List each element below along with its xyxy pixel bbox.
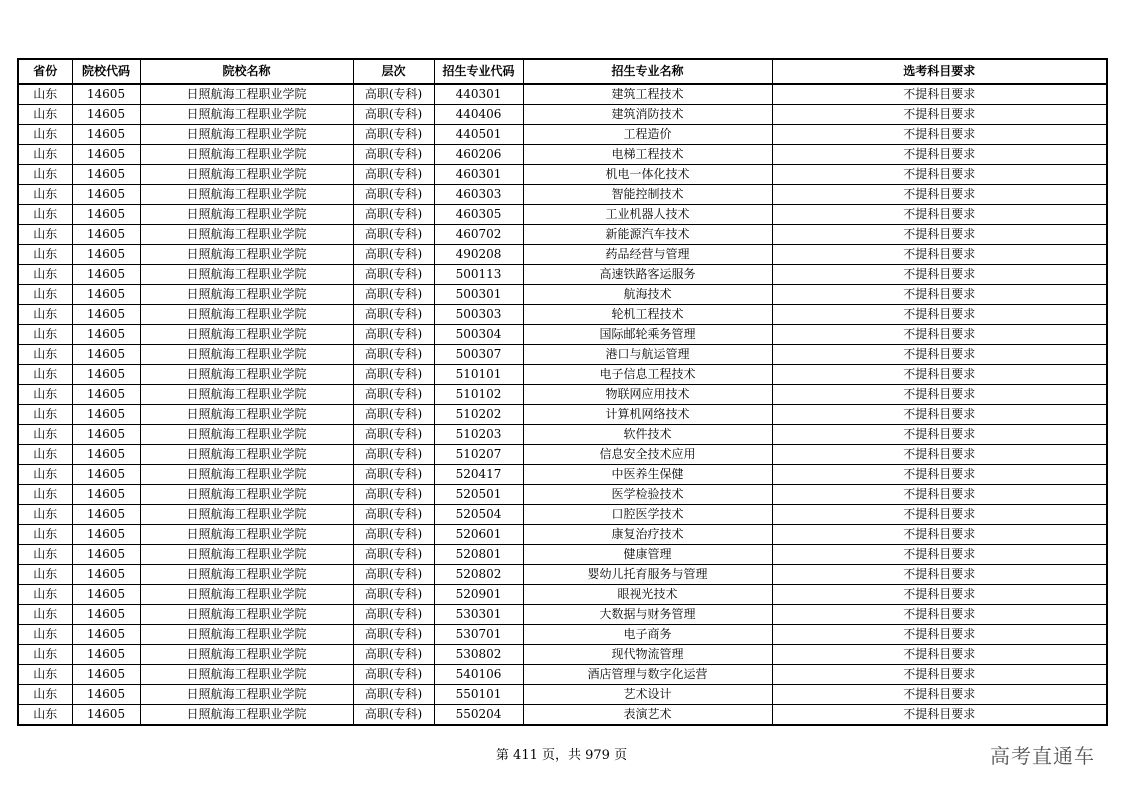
cell-major-name: 机电一体化技术 [523, 165, 772, 185]
cell-province: 山东 [18, 645, 72, 665]
cell-major-name: 计算机网络技术 [523, 405, 772, 425]
cell-major-name: 现代物流管理 [523, 645, 772, 665]
cell-major-code: 520504 [434, 505, 523, 525]
cell-major-code: 510207 [434, 445, 523, 465]
table-row [18, 185, 1107, 205]
cell-school-code: 14605 [72, 525, 140, 545]
cell-major-code: 440406 [434, 105, 523, 125]
table-row [18, 84, 1107, 105]
cell-major-name: 国际邮轮乘务管理 [523, 325, 772, 345]
cell-school-name: 日照航海工程职业学院 [140, 325, 353, 345]
table-row [18, 445, 1107, 465]
header-province: 省份 [18, 59, 72, 84]
cell-level: 高职(专科) [353, 585, 434, 605]
cell-major-code: 530701 [434, 625, 523, 645]
cell-subject-requirement: 不提科目要求 [772, 265, 1107, 285]
table-row [18, 525, 1107, 545]
cell-major-code: 520802 [434, 565, 523, 585]
cell-major-code: 550101 [434, 685, 523, 705]
cell-major-name: 艺术设计 [523, 685, 772, 705]
cell-major-name: 康复治疗技术 [523, 525, 772, 545]
cell-subject-requirement: 不提科目要求 [772, 345, 1107, 365]
table-row [18, 505, 1107, 525]
cell-school-code: 14605 [72, 605, 140, 625]
cell-level: 高职(专科) [353, 345, 434, 365]
cell-school-code: 14605 [72, 345, 140, 365]
cell-major-name: 智能控制技术 [523, 185, 772, 205]
cell-province: 山东 [18, 285, 72, 305]
cell-province: 山东 [18, 84, 72, 105]
cell-school-name: 日照航海工程职业学院 [140, 425, 353, 445]
cell-major-code: 500301 [434, 285, 523, 305]
cell-school-code: 14605 [72, 625, 140, 645]
cell-major-code: 550204 [434, 705, 523, 726]
table-row [18, 305, 1107, 325]
page-number: 第 411 页，共 979 页 [495, 748, 628, 763]
cell-school-name: 日照航海工程职业学院 [140, 625, 353, 645]
table-row [18, 385, 1107, 405]
cell-major-name: 航海技术 [523, 285, 772, 305]
cell-level: 高职(专科) [353, 125, 434, 145]
cell-subject-requirement: 不提科目要求 [772, 645, 1107, 665]
cell-major-code: 510102 [434, 385, 523, 405]
cell-subject-requirement: 不提科目要求 [772, 565, 1107, 585]
cell-subject-requirement: 不提科目要求 [772, 625, 1107, 645]
cell-major-name: 表演艺术 [523, 705, 772, 726]
cell-major-code: 460305 [434, 205, 523, 225]
cell-level: 高职(专科) [353, 325, 434, 345]
cell-school-name: 日照航海工程职业学院 [140, 405, 353, 425]
cell-school-name: 日照航海工程职业学院 [140, 445, 353, 465]
table-header-row [18, 59, 1107, 84]
table-row [18, 285, 1107, 305]
cell-subject-requirement: 不提科目要求 [772, 145, 1107, 165]
cell-level: 高职(专科) [353, 625, 434, 645]
cell-major-name: 新能源汽车技术 [523, 225, 772, 245]
cell-province: 山东 [18, 385, 72, 405]
cell-subject-requirement: 不提科目要求 [772, 425, 1107, 445]
cell-school-name: 日照航海工程职业学院 [140, 645, 353, 665]
cell-level: 高职(专科) [353, 405, 434, 425]
cell-school-code: 14605 [72, 84, 140, 105]
cell-major-code: 520417 [434, 465, 523, 485]
cell-major-name: 高速铁路客运服务 [523, 265, 772, 285]
cell-subject-requirement: 不提科目要求 [772, 225, 1107, 245]
table-row [18, 425, 1107, 445]
table-row [18, 405, 1107, 425]
cell-major-code: 460206 [434, 145, 523, 165]
cell-school-name: 日照航海工程职业学院 [140, 165, 353, 185]
cell-level: 高职(专科) [353, 445, 434, 465]
cell-province: 山东 [18, 505, 72, 525]
table-row [18, 585, 1107, 605]
cell-province: 山东 [18, 525, 72, 545]
cell-subject-requirement: 不提科目要求 [772, 525, 1107, 545]
cell-level: 高职(专科) [353, 245, 434, 265]
cell-major-name: 口腔医学技术 [523, 505, 772, 525]
cell-level: 高职(专科) [353, 84, 434, 105]
cell-province: 山东 [18, 225, 72, 245]
cell-province: 山东 [18, 325, 72, 345]
cell-level: 高职(专科) [353, 165, 434, 185]
cell-school-code: 14605 [72, 305, 140, 325]
cell-major-code: 520601 [434, 525, 523, 545]
cell-school-name: 日照航海工程职业学院 [140, 105, 353, 125]
cell-school-code: 14605 [72, 265, 140, 285]
cell-major-code: 510101 [434, 365, 523, 385]
cell-major-code: 520901 [434, 585, 523, 605]
cell-school-name: 日照航海工程职业学院 [140, 545, 353, 565]
cell-province: 山东 [18, 165, 72, 185]
table-row [18, 565, 1107, 585]
cell-subject-requirement: 不提科目要求 [772, 665, 1107, 685]
cell-school-name: 日照航海工程职业学院 [140, 465, 353, 485]
cell-school-name: 日照航海工程职业学院 [140, 565, 353, 585]
cell-school-name: 日照航海工程职业学院 [140, 84, 353, 105]
cell-school-code: 14605 [72, 565, 140, 585]
cell-major-code: 440501 [434, 125, 523, 145]
cell-school-code: 14605 [72, 105, 140, 125]
cell-province: 山东 [18, 445, 72, 465]
cell-subject-requirement: 不提科目要求 [772, 485, 1107, 505]
cell-major-name: 建筑工程技术 [523, 84, 772, 105]
cell-school-name: 日照航海工程职业学院 [140, 185, 353, 205]
cell-major-code: 510203 [434, 425, 523, 445]
cell-level: 高职(专科) [353, 425, 434, 445]
cell-province: 山东 [18, 405, 72, 425]
cell-school-code: 14605 [72, 285, 140, 305]
cell-subject-requirement: 不提科目要求 [772, 305, 1107, 325]
cell-school-code: 14605 [72, 705, 140, 726]
cell-major-name: 电子商务 [523, 625, 772, 645]
cell-school-code: 14605 [72, 165, 140, 185]
cell-level: 高职(专科) [353, 665, 434, 685]
cell-school-code: 14605 [72, 145, 140, 165]
cell-major-code: 440301 [434, 84, 523, 105]
cell-level: 高职(专科) [353, 645, 434, 665]
cell-province: 山东 [18, 145, 72, 165]
cell-province: 山东 [18, 265, 72, 285]
cell-major-name: 工业机器人技术 [523, 205, 772, 225]
cell-subject-requirement: 不提科目要求 [772, 105, 1107, 125]
cell-major-name: 酒店管理与数字化运营 [523, 665, 772, 685]
table-row [18, 645, 1107, 665]
cell-major-name: 电梯工程技术 [523, 145, 772, 165]
cell-province: 山东 [18, 105, 72, 125]
cell-major-code: 490208 [434, 245, 523, 265]
cell-school-name: 日照航海工程职业学院 [140, 225, 353, 245]
header-level: 层次 [353, 59, 434, 84]
table-row [18, 605, 1107, 625]
cell-province: 山东 [18, 705, 72, 726]
header-school-name: 院校名称 [140, 59, 353, 84]
header-subject-requirement: 选考科目要求 [772, 59, 1107, 84]
cell-subject-requirement: 不提科目要求 [772, 365, 1107, 385]
cell-province: 山东 [18, 625, 72, 645]
cell-subject-requirement: 不提科目要求 [772, 465, 1107, 485]
header-school-code: 院校代码 [72, 59, 140, 84]
cell-level: 高职(专科) [353, 465, 434, 485]
cell-major-code: 510202 [434, 405, 523, 425]
table-row [18, 545, 1107, 565]
cell-major-code: 540106 [434, 665, 523, 685]
table-row [18, 685, 1107, 705]
cell-major-name: 眼视光技术 [523, 585, 772, 605]
header-major-name: 招生专业名称 [523, 59, 772, 84]
header-major-code: 招生专业代码 [434, 59, 523, 84]
cell-major-name: 建筑消防技术 [523, 105, 772, 125]
cell-subject-requirement: 不提科目要求 [772, 585, 1107, 605]
cell-school-code: 14605 [72, 425, 140, 445]
cell-school-name: 日照航海工程职业学院 [140, 285, 353, 305]
cell-subject-requirement: 不提科目要求 [772, 185, 1107, 205]
cell-school-name: 日照航海工程职业学院 [140, 585, 353, 605]
cell-major-name: 药品经营与管理 [523, 245, 772, 265]
cell-school-name: 日照航海工程职业学院 [140, 705, 353, 726]
cell-school-code: 14605 [72, 645, 140, 665]
cell-major-name: 健康管理 [523, 545, 772, 565]
cell-level: 高职(专科) [353, 305, 434, 325]
cell-major-code: 520801 [434, 545, 523, 565]
cell-school-code: 14605 [72, 505, 140, 525]
cell-school-code: 14605 [72, 665, 140, 685]
cell-subject-requirement: 不提科目要求 [772, 325, 1107, 345]
cell-province: 山东 [18, 345, 72, 365]
cell-major-name: 信息安全技术应用 [523, 445, 772, 465]
cell-level: 高职(专科) [353, 385, 434, 405]
cell-province: 山东 [18, 485, 72, 505]
watermark: 高考直通车 [990, 744, 1095, 768]
cell-major-name: 轮机工程技术 [523, 305, 772, 325]
cell-school-name: 日照航海工程职业学院 [140, 685, 353, 705]
cell-major-code: 500304 [434, 325, 523, 345]
cell-province: 山东 [18, 125, 72, 145]
cell-school-code: 14605 [72, 325, 140, 345]
cell-major-name: 婴幼儿托育服务与管理 [523, 565, 772, 585]
table-row [18, 705, 1107, 726]
table-row [18, 145, 1107, 165]
cell-province: 山东 [18, 565, 72, 585]
cell-major-code: 460303 [434, 185, 523, 205]
cell-level: 高职(专科) [353, 265, 434, 285]
table-row [18, 485, 1107, 505]
cell-major-name: 大数据与财务管理 [523, 605, 772, 625]
cell-level: 高职(专科) [353, 565, 434, 585]
cell-major-code: 520501 [434, 485, 523, 505]
table-row [18, 165, 1107, 185]
table-row [18, 665, 1107, 685]
cell-school-code: 14605 [72, 365, 140, 385]
cell-school-name: 日照航海工程职业学院 [140, 385, 353, 405]
table-row [18, 205, 1107, 225]
table-row [18, 105, 1107, 125]
cell-school-code: 14605 [72, 205, 140, 225]
cell-subject-requirement: 不提科目要求 [772, 605, 1107, 625]
cell-major-code: 530301 [434, 605, 523, 625]
cell-school-code: 14605 [72, 545, 140, 565]
cell-province: 山东 [18, 545, 72, 565]
cell-school-code: 14605 [72, 225, 140, 245]
table-row [18, 265, 1107, 285]
cell-school-code: 14605 [72, 385, 140, 405]
table-row [18, 125, 1107, 145]
cell-subject-requirement: 不提科目要求 [772, 545, 1107, 565]
cell-school-name: 日照航海工程职业学院 [140, 125, 353, 145]
cell-major-code: 500307 [434, 345, 523, 365]
cell-major-code: 500303 [434, 305, 523, 325]
cell-school-code: 14605 [72, 485, 140, 505]
cell-major-name: 医学检验技术 [523, 485, 772, 505]
cell-province: 山东 [18, 365, 72, 385]
cell-level: 高职(专科) [353, 185, 434, 205]
cell-subject-requirement: 不提科目要求 [772, 245, 1107, 265]
cell-major-code: 460301 [434, 165, 523, 185]
cell-level: 高职(专科) [353, 545, 434, 565]
cell-subject-requirement: 不提科目要求 [772, 405, 1107, 425]
cell-major-name: 物联网应用技术 [523, 385, 772, 405]
cell-school-code: 14605 [72, 465, 140, 485]
cell-subject-requirement: 不提科目要求 [772, 685, 1107, 705]
cell-level: 高职(专科) [353, 525, 434, 545]
cell-province: 山东 [18, 665, 72, 685]
cell-level: 高职(专科) [353, 105, 434, 125]
cell-school-name: 日照航海工程职业学院 [140, 525, 353, 545]
cell-subject-requirement: 不提科目要求 [772, 505, 1107, 525]
cell-major-name: 工程造价 [523, 125, 772, 145]
cell-school-name: 日照航海工程职业学院 [140, 365, 353, 385]
cell-level: 高职(专科) [353, 485, 434, 505]
cell-level: 高职(专科) [353, 205, 434, 225]
cell-subject-requirement: 不提科目要求 [772, 385, 1107, 405]
cell-major-code: 530802 [434, 645, 523, 665]
cell-major-code: 500113 [434, 265, 523, 285]
cell-province: 山东 [18, 585, 72, 605]
cell-school-code: 14605 [72, 685, 140, 705]
cell-major-name: 软件技术 [523, 425, 772, 445]
cell-subject-requirement: 不提科目要求 [772, 285, 1107, 305]
cell-school-name: 日照航海工程职业学院 [140, 205, 353, 225]
table-row [18, 325, 1107, 345]
cell-province: 山东 [18, 245, 72, 265]
cell-province: 山东 [18, 425, 72, 445]
cell-province: 山东 [18, 185, 72, 205]
cell-level: 高职(专科) [353, 605, 434, 625]
cell-major-name: 港口与航运管理 [523, 345, 772, 365]
cell-subject-requirement: 不提科目要求 [772, 165, 1107, 185]
cell-school-code: 14605 [72, 405, 140, 425]
cell-school-name: 日照航海工程职业学院 [140, 265, 353, 285]
table-row [18, 245, 1107, 265]
cell-major-name: 中医养生保健 [523, 465, 772, 485]
table-row [18, 465, 1107, 485]
table-row [18, 345, 1107, 365]
cell-level: 高职(专科) [353, 285, 434, 305]
cell-school-code: 14605 [72, 245, 140, 265]
cell-province: 山东 [18, 205, 72, 225]
table-row [18, 625, 1107, 645]
cell-school-name: 日照航海工程职业学院 [140, 485, 353, 505]
cell-subject-requirement: 不提科目要求 [772, 205, 1107, 225]
cell-school-name: 日照航海工程职业学院 [140, 305, 353, 325]
cell-level: 高职(专科) [353, 225, 434, 245]
cell-level: 高职(专科) [353, 365, 434, 385]
cell-province: 山东 [18, 685, 72, 705]
majors-table [17, 58, 1108, 726]
cell-major-name: 电子信息工程技术 [523, 365, 772, 385]
cell-school-code: 14605 [72, 125, 140, 145]
cell-province: 山东 [18, 465, 72, 485]
table-row [18, 225, 1107, 245]
cell-school-name: 日照航海工程职业学院 [140, 505, 353, 525]
cell-school-code: 14605 [72, 185, 140, 205]
cell-school-name: 日照航海工程职业学院 [140, 345, 353, 365]
cell-province: 山东 [18, 305, 72, 325]
cell-school-code: 14605 [72, 585, 140, 605]
cell-level: 高职(专科) [353, 685, 434, 705]
cell-level: 高职(专科) [353, 505, 434, 525]
cell-subject-requirement: 不提科目要求 [772, 84, 1107, 105]
cell-level: 高职(专科) [353, 145, 434, 165]
cell-level: 高职(专科) [353, 705, 434, 726]
cell-province: 山东 [18, 605, 72, 625]
cell-subject-requirement: 不提科目要求 [772, 125, 1107, 145]
cell-school-name: 日照航海工程职业学院 [140, 605, 353, 625]
cell-school-name: 日照航海工程职业学院 [140, 245, 353, 265]
cell-school-code: 14605 [72, 445, 140, 465]
cell-school-name: 日照航海工程职业学院 [140, 145, 353, 165]
table-body [18, 84, 1107, 725]
table-row [18, 365, 1107, 385]
cell-major-code: 460702 [434, 225, 523, 245]
cell-subject-requirement: 不提科目要求 [772, 705, 1107, 726]
cell-school-name: 日照航海工程职业学院 [140, 665, 353, 685]
cell-subject-requirement: 不提科目要求 [772, 445, 1107, 465]
